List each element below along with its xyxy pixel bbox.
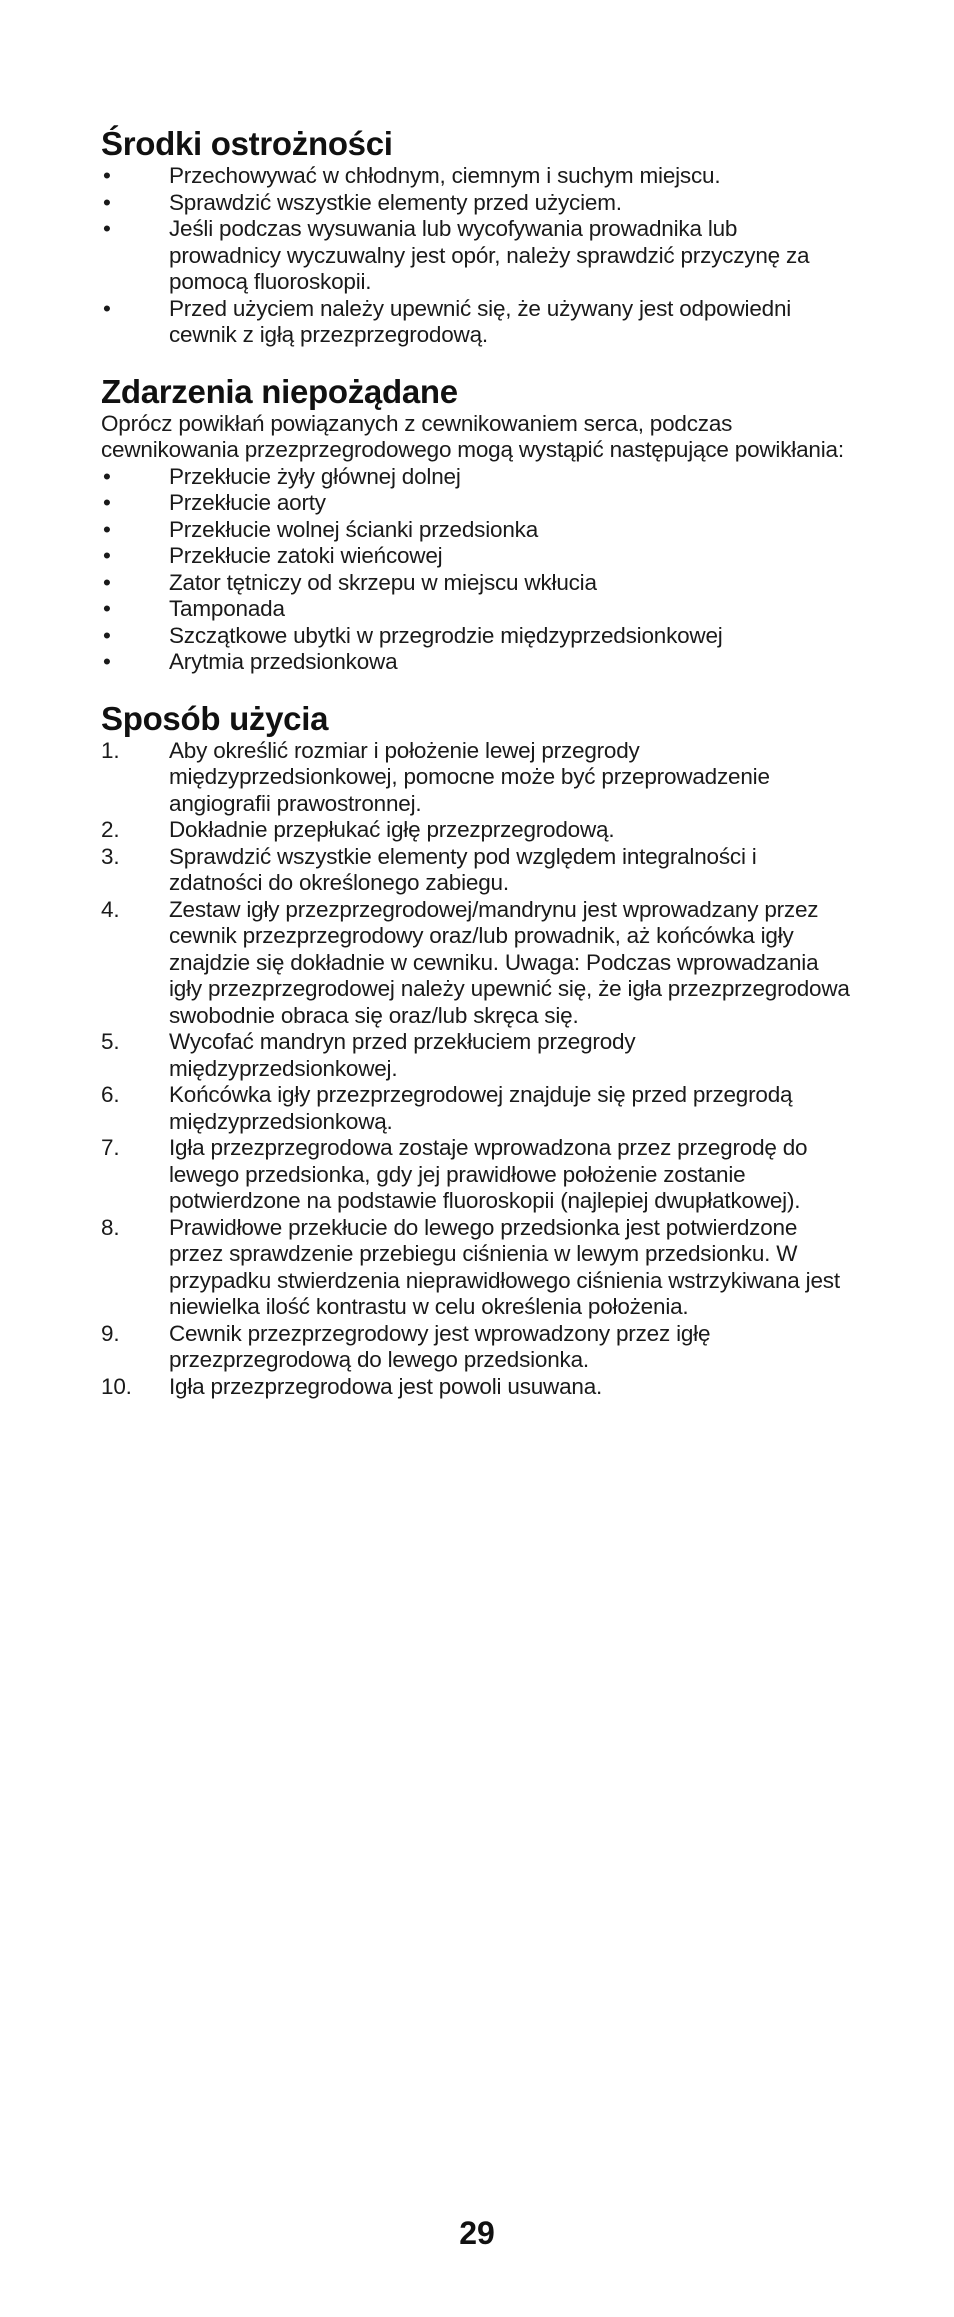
section-adverse-events bbox=[101, 373, 851, 676]
list-item bbox=[101, 296, 851, 349]
list-item bbox=[101, 596, 851, 623]
list-item bbox=[101, 464, 851, 491]
list-item-text: Sprawdzić wszystkie elementy pod względem integralności i zdatności do określonego zabiegu. bbox=[169, 843, 757, 895]
bullet-marker: • bbox=[103, 463, 111, 489]
bullet-marker: • bbox=[103, 163, 111, 188]
section-usage bbox=[101, 700, 851, 1401]
step-number: 9. bbox=[101, 1320, 120, 1346]
list-item-text: Końcówka igły przezprzegrodowej znajduje się przed przegrodą międzyprzedsionkową. bbox=[169, 1082, 793, 1134]
bullet-marker: • bbox=[103, 295, 111, 321]
list-item bbox=[101, 190, 851, 217]
list-item bbox=[101, 1374, 851, 1401]
list-item bbox=[101, 623, 851, 650]
list-item-text: Szczątkowe ubytki w przegrodzie międzyprzedsionkowej bbox=[169, 622, 723, 648]
section-intro: Oprócz powikłań powiązanych z cewnikowaniem serca, podczas cewnikowania przezprzegrodowego mogą wystąpić następujące powikłania: bbox=[101, 410, 844, 462]
list-item bbox=[101, 543, 851, 570]
list-item-text: Cewnik przezprzegrodowy jest wprowadzony przez igłę przezprzegrodową do lewego przedsionka. bbox=[169, 1320, 711, 1372]
list-item-text: Przekłucie aorty bbox=[169, 490, 326, 515]
list-item-text: Przekłucie zatoki wieńcowej bbox=[169, 543, 443, 568]
section-title: Zdarzenia niepożądane bbox=[101, 372, 458, 410]
step-number: 1. bbox=[101, 737, 120, 763]
list-item-text: Aby określić rozmiar i położenie lewej przegrody międzyprzedsionkowej, pomocne może być przeprowadzenie angiografii prawostronnej. bbox=[169, 737, 770, 816]
bullet-marker: • bbox=[103, 649, 111, 674]
bullet-marker: • bbox=[103, 516, 111, 542]
step-number: 10. bbox=[101, 1373, 132, 1399]
list-item bbox=[101, 738, 851, 818]
list-item bbox=[101, 490, 851, 517]
list-item-text: Zestaw igły przezprzegrodowej/mandrynu jest wprowadzany przez cewnik przezprzegrodowy oraz/lub prowadnik, aż końcówka igły znajdzie się dokładnie w cewniku. Uwaga: Podczas wprowadzania igły przezprzegrodowej należy upewnić się, że igła przezprzegrodowa swobodnie obraca się oraz/lub skręca się. bbox=[169, 896, 850, 1028]
list-item bbox=[101, 897, 851, 1030]
list-item bbox=[101, 517, 851, 544]
list-item bbox=[101, 163, 851, 190]
section-title: Sposób użycia bbox=[101, 699, 329, 737]
list-item-text: Tamponada bbox=[169, 596, 285, 621]
list-item bbox=[101, 649, 851, 676]
step-number: 6. bbox=[101, 1082, 120, 1107]
list-item-text: Dokładnie przepłukać igłę przezprzegrodową. bbox=[169, 817, 615, 842]
section-precautions bbox=[101, 125, 851, 349]
bullet-marker: • bbox=[103, 189, 111, 215]
bullet-marker: • bbox=[103, 543, 111, 568]
list-item bbox=[101, 1029, 851, 1082]
list-item bbox=[101, 1215, 851, 1321]
section-title: Środki ostrożności bbox=[101, 125, 393, 162]
list-item-text: Prawidłowe przekłucie do lewego przedsionka jest potwierdzone przez sprawdzenie przebiegu ciśnienia w lewym przedsionku. W przypadku stwierdzenia nieprawidłowego ciśnienia wstrzykiwana jest niewielka ilość kontrastu w celu określenia położenia. bbox=[169, 1214, 840, 1319]
list-item-text: Sprawdzić wszystkie elementy przed użyciem. bbox=[169, 189, 622, 215]
list-item-text: Jeśli podczas wysuwania lub wycofywania prowadnika lub prowadnicy wyczuwalny jest opór, należy sprawdzić przyczynę za pomocą fluoroskopii. bbox=[169, 216, 810, 294]
list-item bbox=[101, 1082, 851, 1135]
list-item bbox=[101, 817, 851, 844]
list-item-text: Igła przezprzegrodowa zostaje wprowadzona przez przegrodę do lewego przedsionka, gdy jej prawidłowe położenie zostanie potwierdzone na podstawie fluoroskopii (najlepiej dwupłatkowej). bbox=[169, 1135, 808, 1213]
list-item-text: Przechowywać w chłodnym, ciemnym i suchym miejscu. bbox=[169, 163, 721, 188]
step-number: 7. bbox=[101, 1135, 120, 1160]
list-item-text: Przekłucie wolnej ścianki przedsionka bbox=[169, 516, 539, 542]
bullet-marker: • bbox=[103, 490, 111, 515]
bullet-marker: • bbox=[103, 622, 111, 648]
step-number: 3. bbox=[101, 843, 120, 869]
document-page bbox=[101, 125, 851, 1424]
step-number: 4. bbox=[101, 896, 120, 922]
step-number: 2. bbox=[101, 817, 120, 842]
list-item bbox=[101, 1321, 851, 1374]
list-item bbox=[101, 844, 851, 897]
list-item-text: Wycofać mandryn przed przekłuciem przegrody międzyprzedsionkowej. bbox=[169, 1029, 636, 1081]
adverse-events-list bbox=[101, 464, 851, 676]
bullet-marker: • bbox=[103, 569, 111, 595]
list-item-text: Zator tętniczy od skrzepu w miejscu wkłucia bbox=[169, 569, 597, 595]
page-number: 29 bbox=[459, 2215, 495, 2251]
step-number: 5. bbox=[101, 1029, 120, 1054]
usage-steps-list bbox=[101, 738, 851, 1401]
list-item bbox=[101, 570, 851, 597]
list-item bbox=[101, 216, 851, 296]
list-item-text: Przed użyciem należy upewnić się, że używany jest odpowiedni cewnik z igłą przezprzegrodową. bbox=[169, 295, 792, 347]
list-item-text: Przekłucie żyły głównej dolnej bbox=[169, 463, 461, 489]
bullet-marker: • bbox=[103, 596, 111, 621]
step-number: 8. bbox=[101, 1214, 120, 1240]
list-item-text: Igła przezprzegrodowa jest powoli usuwana. bbox=[169, 1373, 603, 1399]
list-item bbox=[101, 1135, 851, 1215]
precautions-list bbox=[101, 163, 851, 349]
bullet-marker: • bbox=[103, 216, 111, 241]
list-item-text: Arytmia przedsionkowa bbox=[169, 649, 398, 674]
